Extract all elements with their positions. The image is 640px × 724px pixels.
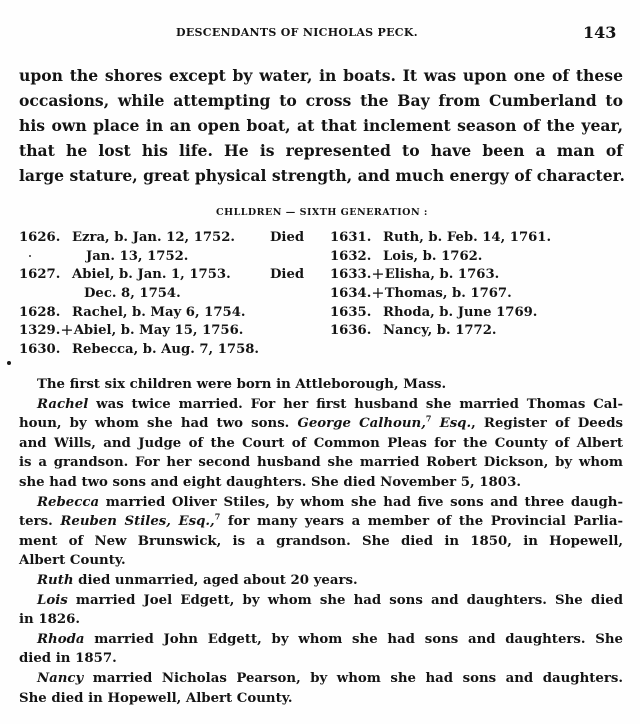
child-number: 1636. <box>330 323 372 339</box>
notes-section <box>19 375 623 708</box>
opening-paragraph <box>19 63 623 188</box>
child-entry <box>19 229 319 248</box>
child-number: 1628. <box>19 304 61 320</box>
child-text: Abiel, b. May 15, 1756. <box>73 323 244 339</box>
has-descendants-mark: + <box>371 264 385 284</box>
note-rebecca-line: ment of New Brunswick, is a grandson. She died in 1850, in Hopewell, <box>19 533 623 549</box>
text-line: large stature, great physical strength, and much energy of character. <box>19 166 625 185</box>
child-text: Rachel, b. May 6, 1754. <box>72 304 246 320</box>
note-text: married Oliver Stiles, by whom she had five sons and three daugh- <box>99 494 623 510</box>
note-text: married John Edgett, by whom she had sons and daughters. She <box>84 631 623 647</box>
person-name: Rachel <box>37 396 89 412</box>
child-died-label: Died <box>270 267 305 283</box>
note-rhoda-line: died in 1857. <box>19 651 117 667</box>
text-line: that he lost his life. He is represented to have been a man of <box>19 141 623 160</box>
child-text: Jan. 13, 1752. <box>86 248 189 264</box>
child-number: 1630. <box>19 342 61 358</box>
text-line: upon the shores except by water, in boats. It was upon one of these <box>19 66 623 85</box>
person-name: George Calhoun, <box>297 416 426 432</box>
text-line: his own place in an open boat, at that inclement season of the year, <box>19 116 623 135</box>
note-lois-line <box>19 591 623 611</box>
child-number: 1633. <box>330 267 372 283</box>
children-list-left <box>19 229 319 360</box>
note-lois-line: in 1826. <box>19 612 80 628</box>
child-entry <box>330 285 630 304</box>
child-text: Lois, b. 1762. <box>383 248 483 264</box>
child-text: Elisha, b. 1763. <box>384 267 500 283</box>
child-entry <box>19 266 319 285</box>
note-ruth-line <box>19 571 623 591</box>
child-entry <box>19 341 319 360</box>
note-rebecca-line <box>19 512 623 532</box>
child-number: 1329. <box>19 323 61 339</box>
child-text: Abiel, b. Jan. 1, 1753. <box>72 267 231 283</box>
title-suffix: Esq. <box>431 416 472 432</box>
generation-superscript: 7 <box>425 413 432 424</box>
person-name: Rhoda <box>37 631 85 647</box>
note-nancy-line <box>19 669 623 689</box>
note-text: , Register of Deeds <box>471 416 623 432</box>
note-text: married Nicholas Pearson, by whom she had sons and daughters. <box>83 670 623 686</box>
child-died-label: Died <box>270 230 305 245</box>
note-rachel-line: is a grandson. For her second husband she married Robert Dickson, by whom <box>19 455 623 471</box>
running-head <box>0 24 640 44</box>
person-name: Rebecca <box>37 494 100 510</box>
note-text: for many years a member of the Provincial Parlia- <box>220 514 623 530</box>
children-heading-text: CHLLDREN — SIXTH GENERATION : <box>216 207 428 218</box>
text-line: occasions, while attempting to cross the Bay from Cumberland to <box>19 91 623 110</box>
note-rebecca-line <box>19 493 623 513</box>
child-text: Ezra, b. Jan. 12, 1752. <box>72 230 236 245</box>
child-entry-continuation <box>19 285 319 304</box>
note-rhoda-line <box>19 630 623 650</box>
child-text: Nancy, b. 1772. <box>383 323 497 339</box>
note-first-six: The first six children were born in Attleborough, Mass. <box>37 377 447 392</box>
children-heading <box>0 207 640 218</box>
print-speck <box>7 361 11 365</box>
child-entry <box>330 304 630 323</box>
child-entry <box>330 229 630 248</box>
page-number: 143 <box>583 23 617 42</box>
has-descendants-mark: + <box>60 320 74 340</box>
child-number: 1626. <box>19 230 61 245</box>
has-descendants-mark: + <box>371 283 385 303</box>
child-text: Ruth, b. Feb. 14, 1761. <box>383 230 552 245</box>
child-number: 1635. <box>330 304 372 320</box>
running-title: DESCENDANTS OF NICHOLAS PECK. <box>176 26 418 39</box>
note-text: married Joel Edgett, by whom she had sons and daughters. She died <box>67 592 623 608</box>
person-name: Lois <box>37 592 68 608</box>
child-text: Thomas, b. 1767. <box>384 286 512 302</box>
note-text: ters. <box>19 514 61 530</box>
person-name: Ruth <box>37 572 74 588</box>
child-number: 1631. <box>330 230 372 245</box>
child-entry <box>330 322 630 341</box>
person-name: Reuben Stiles, Esq., <box>60 514 215 530</box>
person-name: Nancy <box>37 670 84 686</box>
note-rachel-line <box>19 414 623 434</box>
child-number: 1634. <box>330 286 372 302</box>
generation-superscript: 7 <box>214 511 221 522</box>
note-rachel-line: she had two sons and eight daughters. She died November 5, 1803. <box>19 474 521 490</box>
note-nancy-line: She died in Hopewell, Albert County. <box>19 690 293 706</box>
child-text: Dec. 8, 1754. <box>84 286 181 302</box>
child-text: Rhoda, b. June 1769. <box>383 304 538 320</box>
children-list-right <box>330 229 630 341</box>
note-text: was twice married. For her first husband she married Thomas Cal- <box>88 396 623 412</box>
child-number: 1627. <box>19 267 61 283</box>
note-text: died unmarried, aged about 20 years. <box>73 572 358 588</box>
child-number: 1632. <box>330 248 372 264</box>
note-rachel-line: and Wills, and Judge of the Court of Common Pleas for the County of Albert <box>19 435 623 451</box>
note-rebecca-line: Albert County. <box>19 553 126 569</box>
child-entry <box>19 322 319 341</box>
child-entry-continuation <box>19 248 319 267</box>
note-text: houn, by whom she had two sons. <box>19 416 298 432</box>
child-text: Rebecca, b. Aug. 7, 1758. <box>72 342 260 358</box>
note-rachel-line <box>19 395 623 415</box>
